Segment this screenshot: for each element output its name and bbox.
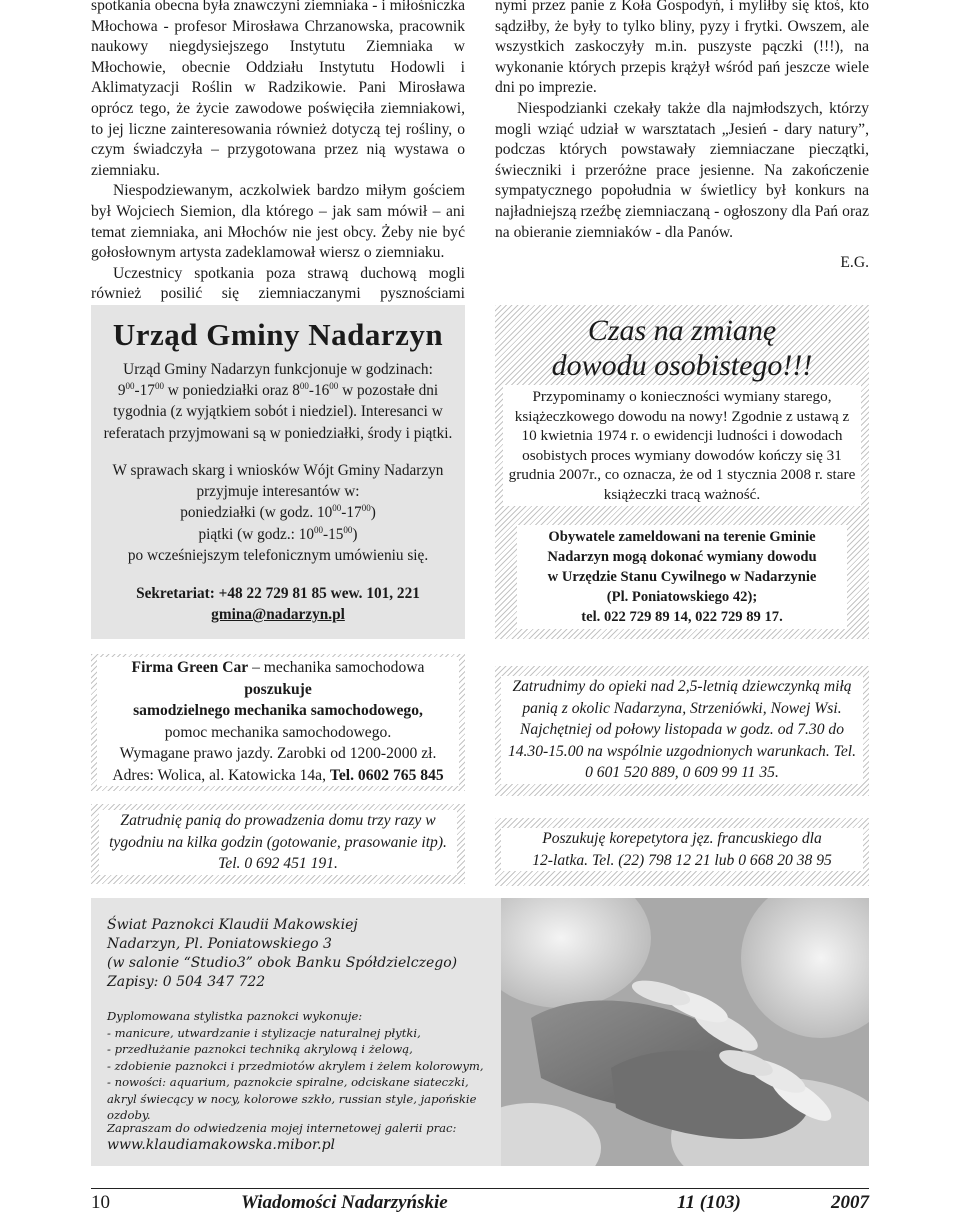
nail-salon-ad xyxy=(91,898,869,1166)
id-card-title xyxy=(495,313,869,383)
article-paragraph: spotkania obecna była znawczyni ziemniaka - i miłośniczka Młochowa - profesor Mirosława Chrzanowska, pracownik naukowy niegdysiejszego Instytutu Ziemniaka w Młochowie, obecnie Oddziału Instytutu Hodowli i Aklimatyzacji Roślin w Radzikowie. Pani Mirosława oprócz tego, że życie zawodowe poświęciła ziemniakowi, to jej liczne zainteresowania również dotyczą tej rośliny, o czym świadczyła – przygotowana przez nią wystawa o ziemniaku. xyxy=(91,0,465,179)
office-info-line: (Pl. Poniatowskiego 42); xyxy=(606,589,758,605)
publication-title: Wiadomości Nadarzyńskie xyxy=(241,1192,448,1213)
page-number: 10 xyxy=(91,1192,110,1213)
nail-services-head: Dyplomowana stylistka paznokci wykonuje: xyxy=(107,1009,363,1023)
issue-number: 11 (103) xyxy=(677,1192,741,1213)
nail-salon-gallery xyxy=(107,1120,507,1155)
tutor-ad-text xyxy=(501,828,863,871)
green-car-ad-text xyxy=(97,657,459,786)
article-paragraph: Uczestnicy spotkania poza strawą duchową mogli również posilić się ziemniaczanymi pysznościami xyxy=(91,264,465,303)
nail-service-item: akryl świecący w nocy, kolorowe szkło, russian style, japońskie ozdoby. xyxy=(107,1091,477,1122)
urzad-complaints xyxy=(97,460,459,566)
complaints-monday: poniedziałki (w godz. $10^{00}-17^{00}$) xyxy=(180,503,376,522)
nail-salon-line: (w salonie “Studio3” obok Banku Spółdzielczego) xyxy=(107,955,458,971)
urzad-hours xyxy=(97,359,459,444)
gallery-link[interactable]: www.klaudiamakowska.mibor.pl xyxy=(107,1137,336,1153)
urzad-secretariat: Sekretariat: +48 22 729 81 85 wew. 101, 221 xyxy=(136,585,420,602)
green-car-seeks: poszukuje xyxy=(244,680,312,698)
green-car-requirements: Wymagane prawo jazdy. Zarobki od 1200-2000 zł. xyxy=(119,745,437,762)
nail-salon-line: Zapisy: 0 504 347 722 xyxy=(107,974,266,990)
id-card-title-line: Czas na zmianę xyxy=(587,314,777,347)
nail-service-item: - przedłużanie paznokci techniką akrylową i żelową, xyxy=(107,1042,413,1056)
green-car-firm: Firma Green Car – mechanika samochodowa xyxy=(131,659,425,676)
nail-service-item: - zdobienie paznokci i przedmiotów akrylem i żelem kolorowym, xyxy=(107,1058,484,1073)
nanny-ad xyxy=(495,666,869,796)
office-info-line: w Urzędzie Stanu Cywilnego w Nadarzynie xyxy=(547,569,817,585)
complaints-friday: piątki (w godz.: $10^{00}-15^{00}$) xyxy=(198,524,358,543)
nails-photo xyxy=(501,898,869,1166)
tutor-ad-line: Poszukuję korepetytora jęz. francuskiego dla xyxy=(542,830,822,847)
nails-photo-image xyxy=(501,898,869,1166)
id-card-title-line: dowodu osobistego!!! xyxy=(551,349,813,382)
complaints-line: po wcześniejszym telefonicznym umówieniu się. xyxy=(127,546,429,564)
article-paragraph: Niespodzianki czekały także dla najmłodszych, którzy mogli wziąć udział w warsztatach „Jesień - dary natury”, podczas których powstawały ziemniaczane pieczątki, świeczniki i przeróżne prace jesienne. Na zakończenie sympatycznego popołudnia w świetlicy był konkurs na najładniejszą rzeźbę ziemniaczaną - ogłoszony dla Pań oraz na obieranie ziemniaków - dla Panów. xyxy=(495,99,869,241)
urzad-hours-line: Urząd Gminy Nadarzyn funkcjonuje w godzinach: xyxy=(123,361,433,378)
urzad-email-link[interactable]: gmina@nadarzyn.pl xyxy=(211,606,345,624)
green-car-ad xyxy=(91,654,465,791)
nail-salon-contact xyxy=(107,916,507,992)
complaints-line: przyjmuje interesantów w: xyxy=(196,483,360,501)
urzad-gminy-box xyxy=(91,305,465,639)
green-car-helper: pomoc mechanika samochodowego. xyxy=(164,723,392,741)
urzad-title: Urząd Gminy Nadarzyn xyxy=(112,317,444,352)
article-paragraph: nymi przez panie z Koła Gospodyń, i myliłby się ktoś, kto sądziłby, że były to tylko bliny, pyzy i frytki. Owszem, ale wszystkich zaskoczyły m.in. puszyste pączki (!!!), na wykonanie których przepis krążył wśród pań jeszcze wiele dni po imprezie. xyxy=(495,0,869,97)
green-car-address: Adres: Wolica, al. Katowicka 14a, Tel. 0602 765 845 xyxy=(112,766,444,784)
id-card-notice-text: Przypominamy o konieczności wymiany starego, książeczkowego dowodu na nowy! Zgodnie z ustawą z 10 kwietnia 1974 r. o ewidencji ludności i dowodach osobistych proces wymiany dowodów kończy się 31 grudnia 2007r., co oznacza, że od 1 stycznia 2008 r. stare książeczki tracą ważność. xyxy=(503,385,861,506)
office-info-line: Obywatele zameldowani na terenie Gminie xyxy=(548,529,816,545)
urzad-contact xyxy=(97,583,459,625)
article-paragraph: Niespodziewanym, aczkolwiek bardzo miłym gościem był Wojciech Siemion, dla którego – jak sam mówił – ani temat ziemniaka, ani Młochów nie jest obcy. Żeby nie być gołosłownym artysta zadeklamował wiersz o ziemniaku. xyxy=(91,182,465,262)
article-right-column xyxy=(495,0,869,274)
article-left-column xyxy=(91,0,465,326)
office-info-line: Nadarzyn mogą dokonać wymiany dowodu xyxy=(547,549,817,565)
id-card-office-info xyxy=(517,525,847,629)
nail-service-item: - manicure, utwardzanie i stylizacje naturalnej płytki, xyxy=(107,1025,421,1040)
tutor-ad xyxy=(495,818,869,886)
nail-salon-line: Świat Paznokci Klaudii Makowskiej xyxy=(107,917,358,933)
article-signature: E.G. xyxy=(840,254,869,272)
housekeeper-ad-text: Zatrudnię panią do prowadzenia domu trzy razy w tygodniu na kilka godzin (gotowanie, prasowanie itp). Tel. 0 692 451 191. xyxy=(99,810,457,875)
housekeeper-ad xyxy=(91,804,465,884)
complaints-line: W sprawach skarg i wniosków Wójt Gminy Nadarzyn xyxy=(112,462,444,479)
nanny-ad-text: Zatrudnimy do opieki nad 2,5-letnią dziewczynką miłą panią z okolic Nadarzyna, Strzeniówki, Nowej Wsi. Najchętniej od połowy listopada w godz. od 7.30 do 14.30-15.00 na wspólnie uzgodnionych warunkach. Tel. 0 601 520 889, 0 609 99 11 35. xyxy=(501,676,863,784)
id-card-notice-box xyxy=(495,305,869,639)
footer-rule xyxy=(91,1188,869,1189)
issue-year: 2007 xyxy=(831,1192,869,1213)
green-car-position: samodzielnego mechanika samochodowego, xyxy=(133,702,423,719)
footer xyxy=(91,1192,869,1218)
nail-salon-line: Nadarzyn, Pl. Poniatowskiego 3 xyxy=(107,936,332,952)
office-info-line: tel. 022 729 89 14, 022 729 89 17. xyxy=(581,609,783,625)
nail-salon-services xyxy=(107,1008,507,1124)
nail-service-item: - nowości: aquarium, paznokcie spiralne, odciskane siateczki, xyxy=(107,1075,469,1089)
urzad-hours-times: $9^{00}-17^{00}$ w poniedziałki oraz $8^{00}-16^{00}$ w pozostałe dni xyxy=(117,381,439,400)
gallery-invite: Zapraszam do odwiedzenia mojej internetowej galerii prac: xyxy=(107,1121,457,1135)
tutor-ad-line: 12-latka. Tel. (22) 798 12 21 lub 0 668 20 38 95 xyxy=(532,851,832,869)
urzad-hours-note: tygodnia (z wyjątkiem sobót i niedziel). Interesanci w referatach przyjmowani są w poniedziałki, środy i piątki. xyxy=(103,403,453,442)
